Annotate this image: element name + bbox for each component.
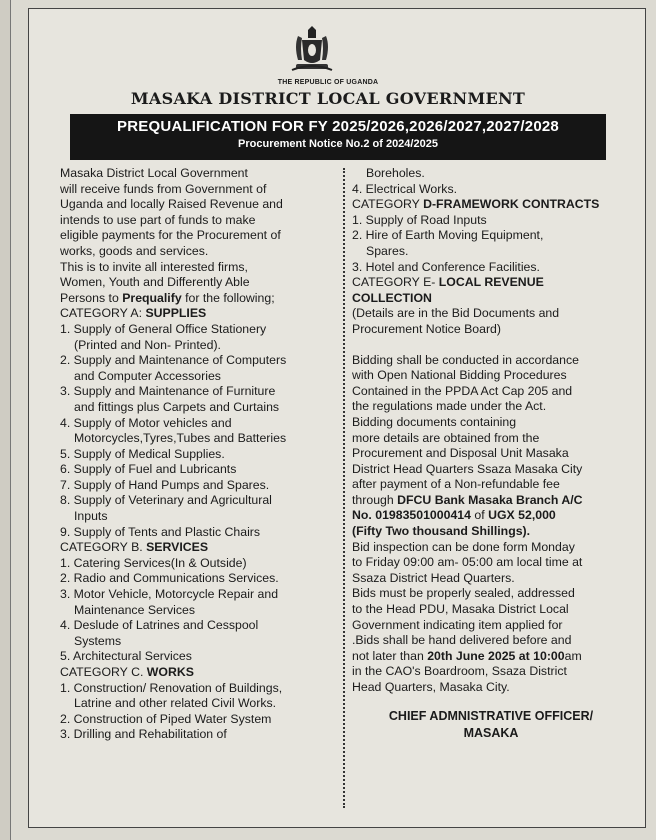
list-item: 2. Construction of Piped Water System — [60, 711, 272, 726]
signatory-location: MASAKA — [463, 725, 519, 740]
inspection-line: to Friday 09:00 am- 05:00 am local time at — [352, 555, 583, 570]
inspection-paragraph — [352, 540, 630, 587]
deadline-text: not later than — [352, 648, 428, 663]
category-name: SERVICES — [146, 540, 209, 555]
deadline-line — [352, 649, 630, 665]
category-name: WORKS — [146, 665, 194, 679]
intro-line: eligible payments for the Procurement of — [60, 228, 281, 243]
prequalify-keyword: Prequalify — [122, 290, 182, 305]
signatory-title: CHIEF ADMNISTRATIVE OFFICER/ — [388, 708, 594, 723]
list-item: 4. Supply of Motor vehicles and — [60, 415, 232, 430]
bank-line — [352, 493, 630, 509]
list-item: 2. Radio and Communications Services. — [60, 571, 279, 586]
deadline-date: 20th June 2025 at 10:00 — [427, 648, 565, 663]
list-item: Boreholes. — [366, 166, 425, 180]
list-item: 5. Supply of Medical Supplies. — [60, 446, 225, 461]
coat-of-arms-icon — [286, 26, 338, 74]
list-item: Motorcycles,Tyres,Tubes and Batteries — [74, 431, 287, 446]
submission-line: to the Head PDU, Masaka District Local — [352, 602, 569, 617]
republic-label: THE REPUBLIC OF UGANDA — [277, 79, 379, 86]
bidding-paragraph — [352, 353, 630, 540]
bidding-line: with Open National Bidding Procedures — [352, 368, 567, 383]
submission-paragraph — [352, 586, 630, 695]
list-item: 3. Supply and Maintenance of Furniture — [60, 384, 276, 399]
bank-text: through — [352, 492, 398, 507]
list-item: 1. Supply of General Office Stationery — [60, 321, 267, 336]
category-name: SUPPLIES — [145, 306, 207, 321]
list-item: 9. Supply of Tents and Plastic Chairs — [60, 524, 261, 539]
bidding-line: Procurement and Disposal Unit Masaka — [352, 446, 569, 461]
category-c-heading — [60, 665, 332, 681]
adjacent-column-edge — [0, 0, 11, 840]
list-item: 5. Architectural Services — [60, 649, 192, 664]
bidding-line: Bidding shall be conducted in accordance — [352, 352, 579, 367]
category-b-heading — [60, 540, 332, 556]
intro-line: will receive funds from Government of — [60, 181, 267, 196]
bank-text: of — [470, 508, 489, 523]
details-note: (Details are in the Bid Documents and — [352, 306, 560, 321]
category-prefix: CATEGORY C. — [60, 665, 147, 679]
list-item: 8. Supply of Veterinary and Agricultural — [60, 493, 272, 508]
bank-name: DFCU Bank Masaka Branch A/C — [397, 492, 583, 507]
list-item: (Printed and Non- Printed). — [74, 337, 221, 352]
category-prefix: CATEGORY E- — [352, 275, 439, 290]
submission-line: Government indicating item applied for — [352, 617, 563, 632]
list-item: and Computer Accessories — [74, 368, 221, 383]
category-a-heading — [60, 306, 332, 322]
list-item: and fittings plus Carpets and Curtains — [74, 399, 280, 414]
right-column — [352, 166, 630, 742]
intro-line: Women, Youth and Differently Able — [60, 275, 250, 290]
intro-text: for the following; — [181, 290, 275, 305]
title-banner — [70, 114, 606, 160]
column-divider — [343, 168, 345, 808]
bank-line — [352, 508, 630, 524]
list-item: 1. Supply of Road Inputs — [352, 212, 487, 227]
deadline-text: am — [564, 648, 582, 663]
list-item: Latrine and other related Civil Works. — [74, 696, 277, 711]
list-item: 3. Hotel and Conference Facilities. — [352, 259, 540, 274]
bidding-line: Bidding documents containing — [352, 414, 517, 429]
page-title: PREQUALIFICATION FOR FY 2025/2026,2026/2027,2027/2028 — [117, 118, 559, 135]
list-item: 4. Electrical Works. — [352, 181, 458, 196]
fee-amount: UGX 52,000 — [488, 508, 556, 523]
notice-number: Procurement Notice No.2 of 2024/2025 — [238, 138, 438, 150]
list-item: 2. Hire of Earth Moving Equipment, — [352, 228, 544, 243]
bidding-line: District Head Quarters Ssaza Masaka City — [352, 461, 583, 476]
list-item: Spares. — [366, 243, 409, 258]
intro-line — [60, 291, 332, 307]
list-item: Maintenance Services — [74, 602, 195, 617]
bidding-line: after payment of a Non-refundable fee — [352, 477, 560, 492]
list-item: 1. Catering Services(In & Outside) — [60, 555, 247, 570]
inspection-line: Ssaza District Head Quarters. — [352, 570, 515, 585]
bidding-line: Contained in the PPDA Act Cap 205 and — [352, 383, 573, 398]
list-item: 6. Supply of Fuel and Lubricants — [60, 462, 237, 477]
intro-line: intends to use part of funds to make — [60, 212, 256, 227]
submission-line: Bids must be properly sealed, addressed — [352, 586, 575, 601]
district-name: MASAKA DISTRICT LOCAL GOVERNMENT — [130, 89, 526, 108]
submission-line: Head Quarters, Masaka City. — [352, 680, 510, 694]
list-item: Systems — [74, 633, 122, 648]
category-d-heading — [352, 197, 630, 213]
category-name: D-FRAMEWORK CONTRACTS — [423, 197, 600, 212]
list-item: 2. Supply and Maintenance of Computers — [60, 353, 287, 368]
intro-text: Persons to — [60, 290, 123, 305]
list-item: 3. Drilling and Rehabilitation of — [60, 727, 227, 742]
intro-line: Uganda and locally Raised Revenue and — [60, 197, 283, 212]
list-item: 1. Construction/ Renovation of Buildings, — [60, 680, 283, 695]
bidding-line: the regulations made under the Act. — [352, 399, 547, 414]
category-name: COLLECTION — [352, 290, 432, 305]
inspection-line: Bid inspection can be done form Monday — [352, 539, 575, 554]
fee-in-words: (Fifty Two thousand Shillings). — [352, 524, 531, 539]
category-prefix: CATEGORY — [352, 197, 424, 212]
submission-line: in the CAO's Boardroom, Ssaza District — [352, 664, 567, 679]
category-prefix: CATEGORY A: — [60, 306, 146, 321]
signature-block — [352, 708, 630, 742]
intro-paragraph — [60, 166, 332, 306]
category-prefix: CATEGORY B. — [60, 540, 147, 555]
list-item: Inputs — [74, 509, 108, 524]
intro-line: This is to invite all interested firms, — [60, 259, 248, 274]
account-number: No. 01983501000414 — [352, 508, 471, 523]
category-name: LOCAL REVENUE — [438, 275, 544, 290]
intro-line: Masaka District Local Government — [60, 166, 248, 180]
submission-line: .Bids shall be hand delivered before and — [352, 633, 572, 648]
bidding-line: more details are obtained from the — [352, 430, 540, 445]
list-item: 4. Deslude of Latrines and Cesspool — [60, 618, 259, 633]
left-column — [60, 166, 332, 743]
intro-line: works, goods and services. — [60, 243, 209, 258]
details-note: Procurement Notice Board) — [352, 321, 501, 336]
list-item: 7. Supply of Hand Pumps and Spares. — [60, 477, 270, 492]
list-item: 3. Motor Vehicle, Motorcycle Repair and — [60, 587, 279, 602]
category-e-heading — [352, 275, 630, 291]
